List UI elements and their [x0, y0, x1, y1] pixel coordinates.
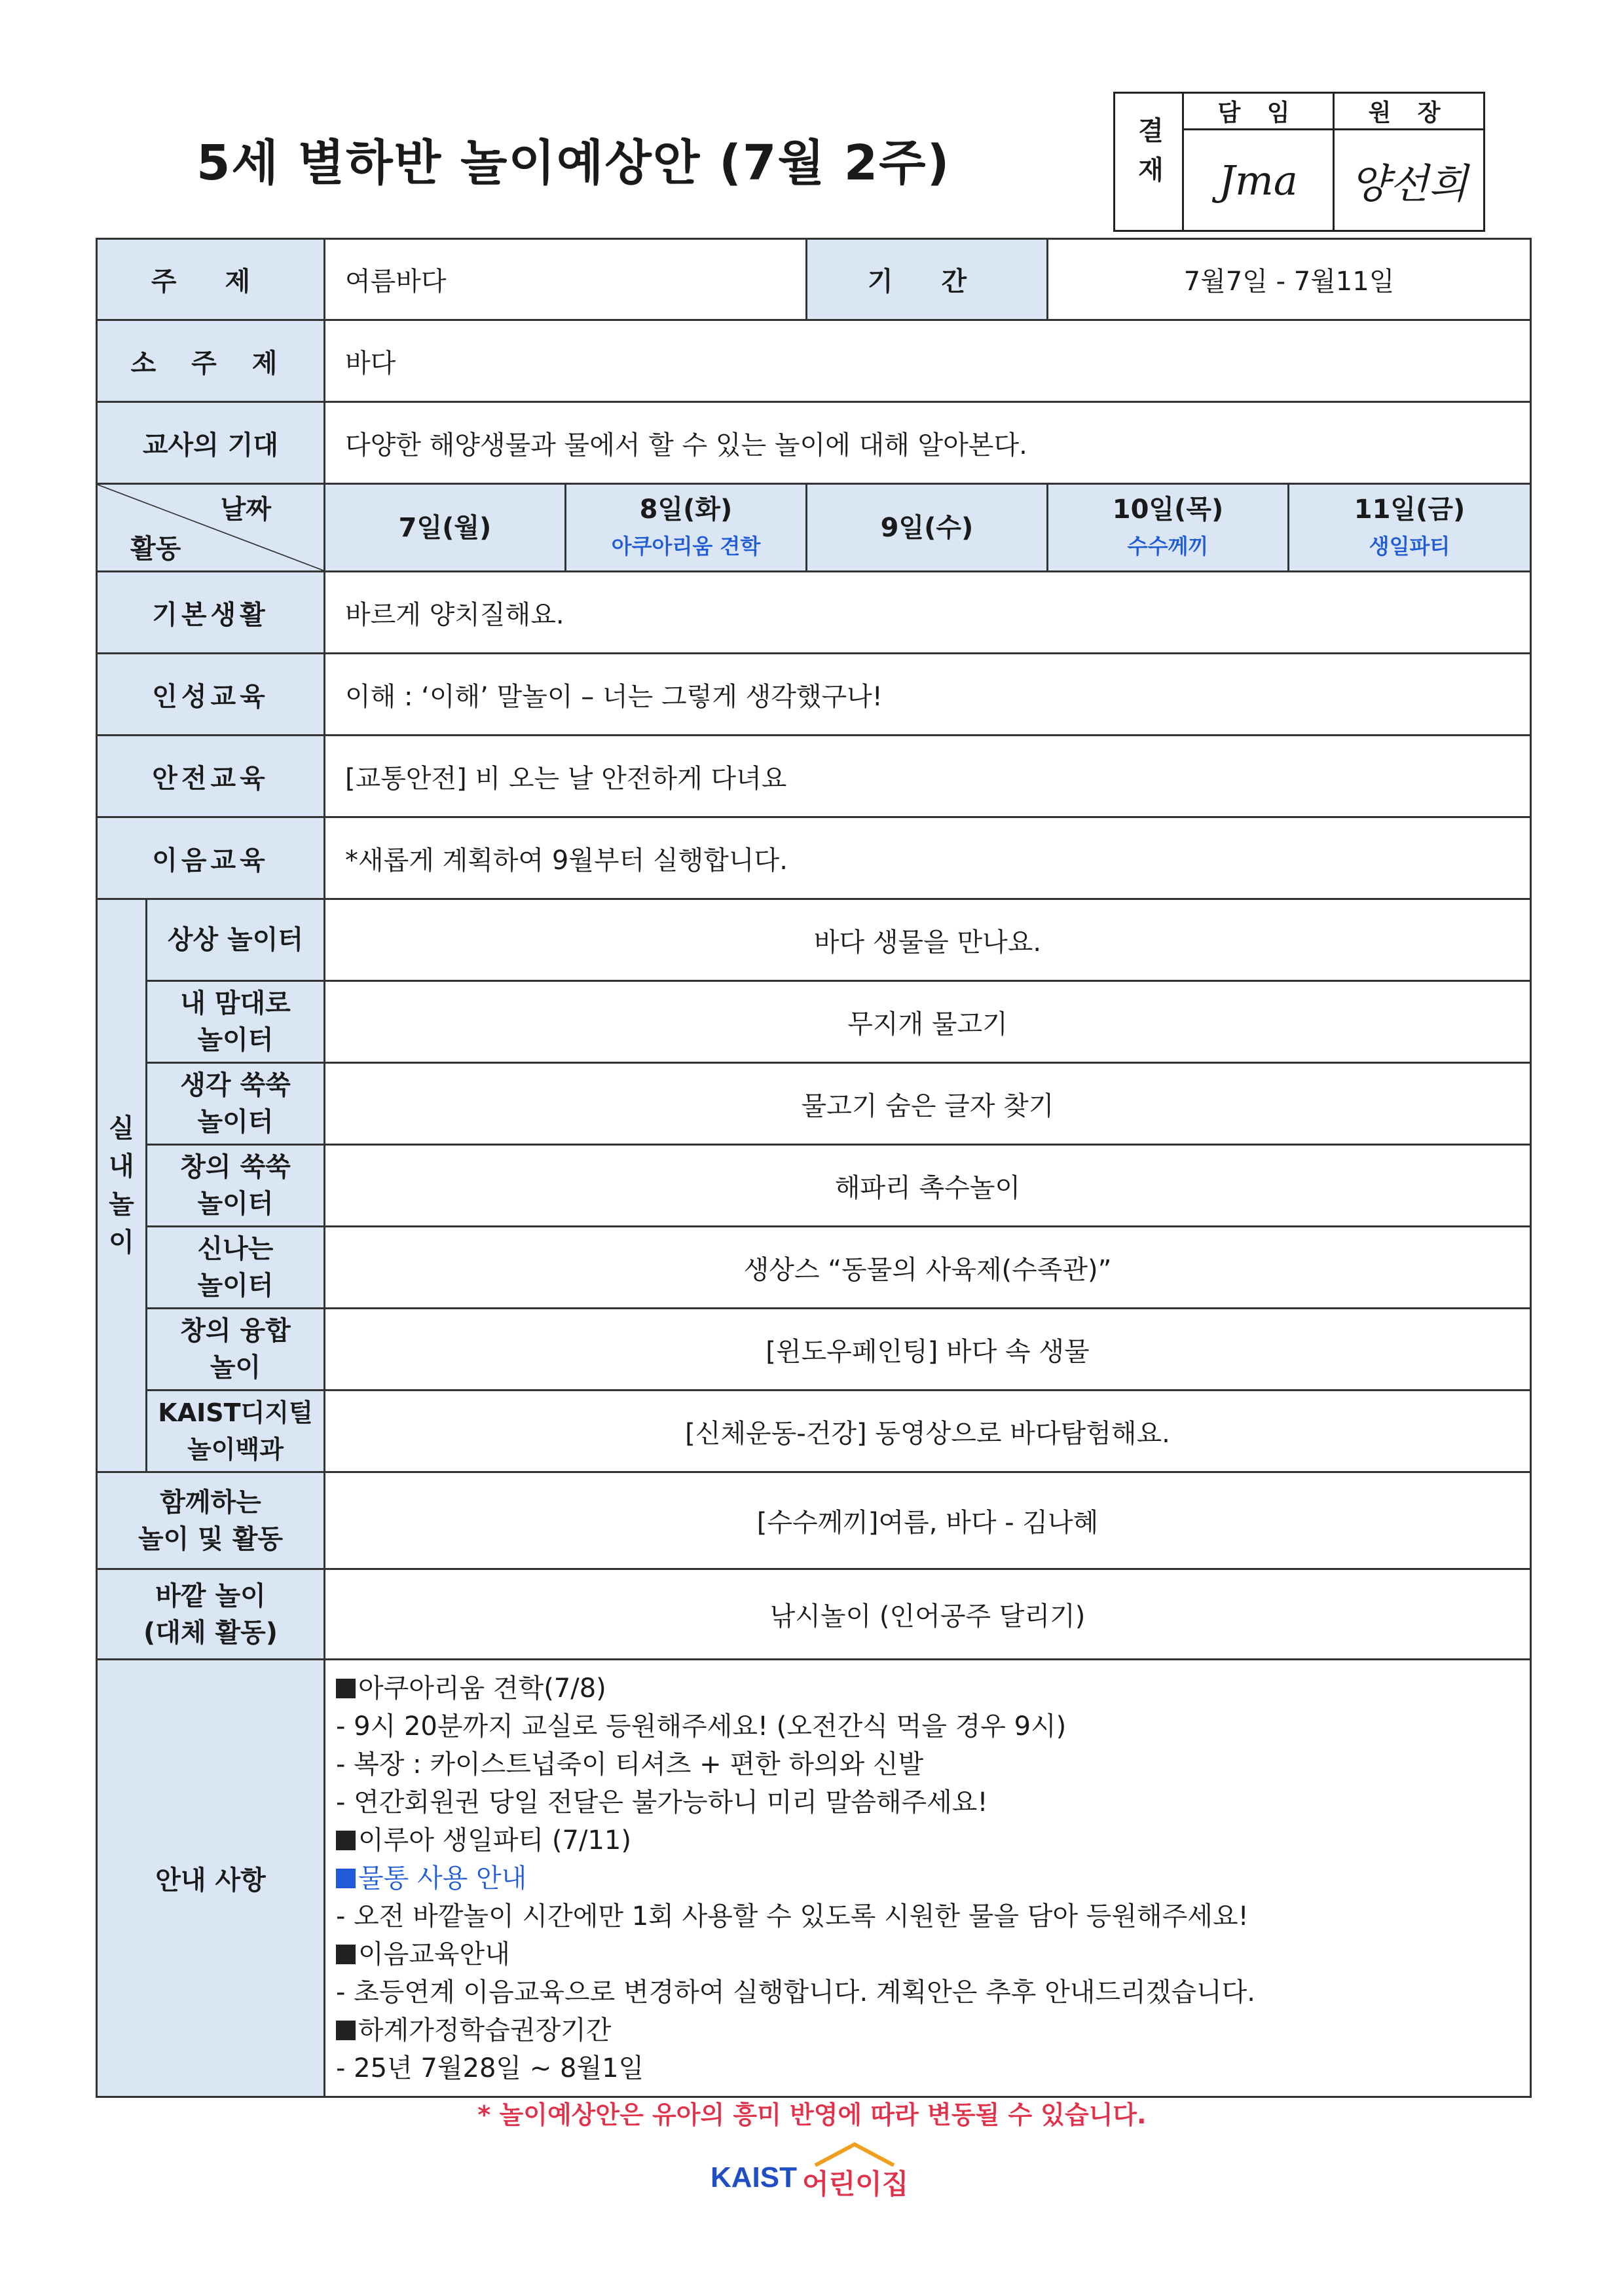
- notice-line-text: - 9시 20분까지 교실로 등원해주세요! (오전간식 먹을 경우 9시): [336, 1711, 1067, 1742]
- indoor-play-group: [97, 899, 147, 1472]
- indoor-row-label: KAIST디지털 놀이백과: [147, 1390, 325, 1472]
- notice-line-text: - 복장 : 카이스트넙죽이 티셔츠 + 편한 하의와 신발: [336, 1749, 924, 1780]
- together-label: 함께하는 놀이 및 활동: [97, 1472, 325, 1569]
- day-note: 수수께끼: [1127, 533, 1209, 559]
- indoor-row-label: 상상 놀이터: [147, 899, 325, 981]
- page-title: 5세 별하반 놀이예상안 (7월 2주): [196, 135, 951, 191]
- notice-line: [336, 1670, 1519, 1707]
- kaist-logo: [710, 2140, 920, 2206]
- transition-edu-value: *새롭게 계획하여 9월부터 실행합니다.: [325, 817, 1531, 899]
- approval-box: [1113, 92, 1485, 232]
- day-label: 8일(화): [639, 494, 733, 525]
- outdoor-value: 낚시놀이 (인어공주 달리기): [325, 1569, 1531, 1660]
- indoor-row-value: 생상스 “동물의 사육제(수족관)”: [325, 1227, 1531, 1309]
- notice-line-text: - 연간회원권 당일 전달은 불가능하니 미리 말씀해주세요!: [336, 1787, 988, 1818]
- indoor-row-value: 바다 생물을 만나요.: [325, 899, 1531, 981]
- day-header-thu: [1048, 484, 1289, 572]
- role-homeroom: 담 임: [1183, 93, 1334, 130]
- logo-daycare-text: 어린이집: [802, 2168, 909, 2200]
- period-value: 7월7일 - 7월11일: [1048, 239, 1531, 320]
- notice-line-text: - 오전 바깥놀이 시간에만 1회 사용할 수 있도록 시원한 물을 담아 등원해주세요!: [336, 1901, 1249, 1931]
- safety-edu-label: 안전교육: [97, 736, 325, 817]
- notice-line-text: 이음교육안내: [358, 1939, 510, 1969]
- character-edu-label: 인성교육: [97, 654, 325, 736]
- date-activity-corner: [97, 484, 325, 572]
- notice-line: [336, 2011, 1519, 2049]
- square-bullet-icon: [336, 1869, 356, 1888]
- notice-label: 안내 사항: [97, 1660, 325, 2097]
- approval-label: [1115, 93, 1183, 231]
- day-header-fri: [1289, 484, 1531, 572]
- basic-life-value: 바르게 양치질해요.: [325, 572, 1531, 654]
- character-edu-value: 이해 : ‘이해’ 말놀이 – 너는 그렇게 생각했구나!: [325, 654, 1531, 736]
- notice-line: [336, 1745, 1519, 1783]
- transition-edu-label: 이음교육: [97, 817, 325, 899]
- role-director: 원 장: [1334, 93, 1485, 130]
- signature-homeroom: [1183, 130, 1334, 231]
- period-label: 기 간: [807, 239, 1048, 320]
- notice-line-text: 물통 사용 안내: [358, 1863, 527, 1894]
- corner-activity-label: 활동: [130, 534, 181, 564]
- indoor-row-value: 물고기 숨은 글자 찾기: [325, 1063, 1531, 1145]
- notice-line: [336, 1859, 1519, 1897]
- day-header-mon: [325, 484, 566, 572]
- signature-director-text: 양선희: [1350, 159, 1468, 208]
- plan-table: [96, 238, 1532, 2098]
- day-label: 7일(월): [398, 512, 492, 543]
- notice-line: [336, 1973, 1519, 2011]
- signature-director: [1334, 130, 1485, 231]
- subject-value: 여름바다: [325, 239, 807, 320]
- indoor-row-value: [윈도우페인팅] 바다 속 생물: [325, 1309, 1531, 1390]
- notice-line: [336, 2049, 1519, 2087]
- day-header-wed: [807, 484, 1048, 572]
- together-value: [수수께끼]여름, 바다 - 김나혜: [325, 1472, 1531, 1569]
- indoor-row-label: 창의 융합 놀이: [147, 1309, 325, 1390]
- corner-date-label: 날짜: [220, 494, 271, 525]
- square-bullet-icon: [336, 1679, 356, 1698]
- square-bullet-icon: [336, 1831, 356, 1850]
- indoor-row-label: 신나는 놀이터: [147, 1227, 325, 1309]
- day-label: 11일(금): [1354, 494, 1466, 525]
- signature-homeroom-text: Jma: [1219, 156, 1298, 204]
- notice-line-text: - 25년 7월28일 ~ 8월1일: [336, 2053, 644, 2083]
- outdoor-label: 바깥 놀이 (대체 활동): [97, 1569, 325, 1660]
- notice-line: [336, 1897, 1519, 1935]
- indoor-row-value: 무지개 물고기: [325, 981, 1531, 1063]
- notice-line: [336, 1821, 1519, 1859]
- day-label: 10일(목): [1112, 494, 1224, 525]
- notice-content: [325, 1660, 1531, 2097]
- square-bullet-icon: [336, 2021, 356, 2040]
- notice-line: [336, 1707, 1519, 1745]
- indoor-row-label: 창의 쑥쑥 놀이터: [147, 1145, 325, 1227]
- notice-line-text: 이루아 생일파티 (7/11): [358, 1825, 631, 1856]
- square-bullet-icon: [336, 1945, 356, 1964]
- notice-line: [336, 1935, 1519, 1973]
- basic-life-label: 기본생활: [97, 572, 325, 654]
- day-note: 생일파티: [1369, 533, 1450, 559]
- expect-label: 교사의 기대: [97, 402, 325, 484]
- indoor-row-value: 해파리 촉수놀이: [325, 1145, 1531, 1227]
- indoor-row-label: 내 맘대로 놀이터: [147, 981, 325, 1063]
- day-header-tue: [566, 484, 807, 572]
- logo-kaist-text: KAIST: [710, 2161, 797, 2193]
- day-label: 9일(수): [880, 512, 974, 543]
- notice-line: [336, 1783, 1519, 1821]
- safety-edu-value: [교통안전] 비 오는 날 안전하게 다녀요: [325, 736, 1531, 817]
- approval-label-text: 결재: [1134, 116, 1164, 195]
- notice-line-text: - 초등연계 이음교육으로 변경하여 실행합니다. 계획안은 추후 안내드리겠습니다.: [336, 1977, 1255, 2007]
- indoor-play-label: 실내놀이: [109, 1113, 134, 1258]
- subject-label: 주 제: [97, 239, 325, 320]
- footnote: * 놀이예상안은 유아의 흥미 반영에 따라 변동될 수 있습니다.: [477, 2100, 1147, 2129]
- indoor-row-label: 생각 쑥쑥 놀이터: [147, 1063, 325, 1145]
- subtopic-label: 소 주 제: [97, 320, 325, 402]
- notice-line-text: 하계가정학습권장기간: [358, 2015, 612, 2045]
- day-note: 아쿠아리움 견학: [611, 533, 761, 559]
- indoor-row-value: [신체운동-건강] 동영상으로 바다탐험해요.: [325, 1390, 1531, 1472]
- notice-line-text: 아쿠아리움 견학(7/8): [358, 1673, 606, 1704]
- notice-lines: [336, 1670, 1519, 2087]
- expect-value: 다양한 해양생물과 물에서 할 수 있는 놀이에 대해 알아본다.: [325, 402, 1531, 484]
- subtopic-value: 바다: [325, 320, 1531, 402]
